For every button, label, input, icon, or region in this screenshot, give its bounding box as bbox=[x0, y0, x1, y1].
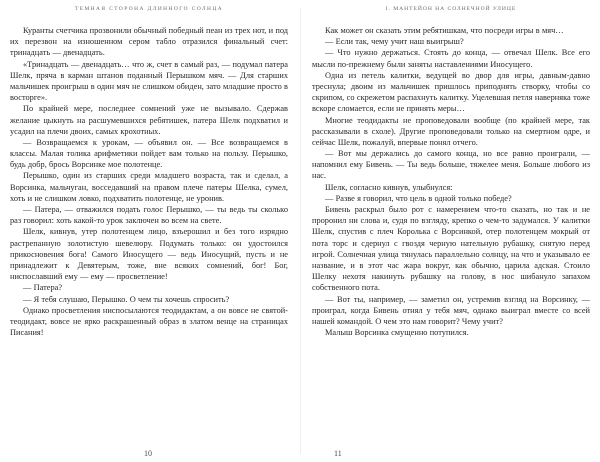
paragraph: Шелк, согласно кивнув, улыбнулся: bbox=[325, 182, 453, 192]
paragraph: «Тринадцать — двенадцать… что ж, счет в самый раз, — подумал патера Шелк, пряча в карман штанов поданный Перышком мяч. — Для старших мальчишек проигрыш в один мяч не слишком обиден, зато младшие просто в восторге». bbox=[10, 59, 288, 103]
paragraph: — Патера? bbox=[23, 283, 63, 293]
paragraph: — Вот ты, например, — заметил он, устремив взгляд на Ворсинку, — проиграл, когда Бивень отнял у тебя мяч, однако выиграл вместе со всей нашей командой. О чем это нам говорит? Чему учит? bbox=[312, 294, 590, 326]
left-page-running-head: ТЕМНАЯ СТОРОНА ДЛИННОГО СОЛНЦА bbox=[74, 6, 224, 12]
right-page-text-column bbox=[312, 25, 590, 440]
right-page bbox=[300, 0, 600, 462]
paragraph: — Патера, — отважился подать голос Перышко, — ты ведь ты сколько раз говорил: хоть какой-то урок заключен во всем на свете. bbox=[10, 205, 288, 226]
paragraph: Многие теодидакты не проповедовали вообще (по крайней мере, так рассказывали в схоле). Другие проповедовали только на смертном одре, и сейчас Шелк, пожалуй, впервые понял отчего. bbox=[312, 115, 590, 147]
paragraph: Одна из петель калитки, ведущей во двор для игры, давным-давно треснула; двоим из мальчишек пришлось приподнять створку, чтобы со скрипом, со скрежетом распахнуть калитку. Уцелевшая петля наверняка тоже вскоре сломается, если не принять меры… bbox=[312, 70, 590, 114]
paragraph: По крайней мере, последнее сомнений уже не вызывало. Сдержав желание цыкнуть на расшумевшихся ребятишек, патера Шелк подхватил и усадил на плечи двоих, самых крохотных. bbox=[10, 104, 288, 136]
paragraph: — Разве я говорил, что цель в одной только победе? bbox=[325, 193, 512, 203]
paragraph: Шелк, кивнув, утер полотенцем лицо, взъерошил и без того изрядно растрепанную золотистую шевелюру. Подумать только: он удостоился прикосновения бога! Самого Иносущего — ведь Иносущий, пусть и не принадлежит к Девятерым, тоже, вне всяких сомнений, бог! Бог, ниспославший ему — ему — просветление! bbox=[10, 227, 288, 282]
paragraph: — Вот мы держались до самого конца, но все равно проиграли, — напомнил ему Бивень. — Ты ведь больше, тяжелее меня. Больше любого из нас. bbox=[312, 149, 590, 181]
right-page-number: 11 bbox=[334, 449, 342, 458]
paragraph: Куранты счетчика прозвонили обычный победный пеан из трех нот, и под их перезвон на изношенном сером табло отразился финальный счет: тринадцать — двенадцать. bbox=[10, 26, 288, 58]
paragraph: — Если так, чему учит наш выигрыш? bbox=[325, 37, 464, 47]
paragraph: Однако просветления ниспосылаются теодидактам, а он вовсе не святой-теодидакт, вовсе не ярко раскрашенный образ в златом венце на страницах Писания! bbox=[10, 305, 288, 338]
left-page-text-column bbox=[10, 25, 288, 440]
paragraph: Перышко, один из старших среди младшего возраста, так и сделал, а Ворсинка, мальчуган, восседавший на правом плече патеры Шелка, сумел, хоть и не слишком ловко, подхватить полотенце, не уронив. bbox=[10, 171, 288, 203]
paragraph: — Что нужно держаться. Стоять до конца, — отвечал Шелк. Все его мысли по-прежнему были заняты наставлениями Иносущего. bbox=[312, 48, 590, 69]
paragraph: Малыш Ворсинка смущенно потупился. bbox=[325, 328, 469, 338]
paragraph: Бивень раскрыл было рот с намерением что-то сказать, но так и не проронил ни слова и, судя по взгляду, крепко о чем-то задумался. У калитки Шелк, спустив с плеч Королька с Ворсинкой, отер полотенцем мокрый от пота торс и сдернул с гвоздя черную нательную рубашку, снятую перед игрой. Солнечная улица тянулась параллельно солнцу, на что и указывало ее название, и в этот час жара вокруг, как обычно, царила адская. Стоило Шелку нехотя накинуть рубашку на голову, в нос шибануло запахом собственного пота. bbox=[312, 205, 590, 293]
right-page-running-head: I. МАНТЕЙОН НА СОЛНЕЧНОЙ УЛИЦЕ bbox=[385, 6, 517, 12]
paragraph: Как может он сказать этим ребятишкам, что посреди игры в мяч… bbox=[325, 26, 564, 35]
paragraph: — Возвращаемся к урокам, — объявил он. — Все возвращаемся в классы. Малая толика арифметики пойдет вам только на пользу. Перышко, будь добр, брось Ворсинке мое полотенце. bbox=[10, 137, 288, 170]
left-page-number: 10 bbox=[144, 449, 152, 458]
paragraph: — Я тебя слушаю, Перышко. О чем ты хочешь спросить? bbox=[23, 294, 230, 304]
